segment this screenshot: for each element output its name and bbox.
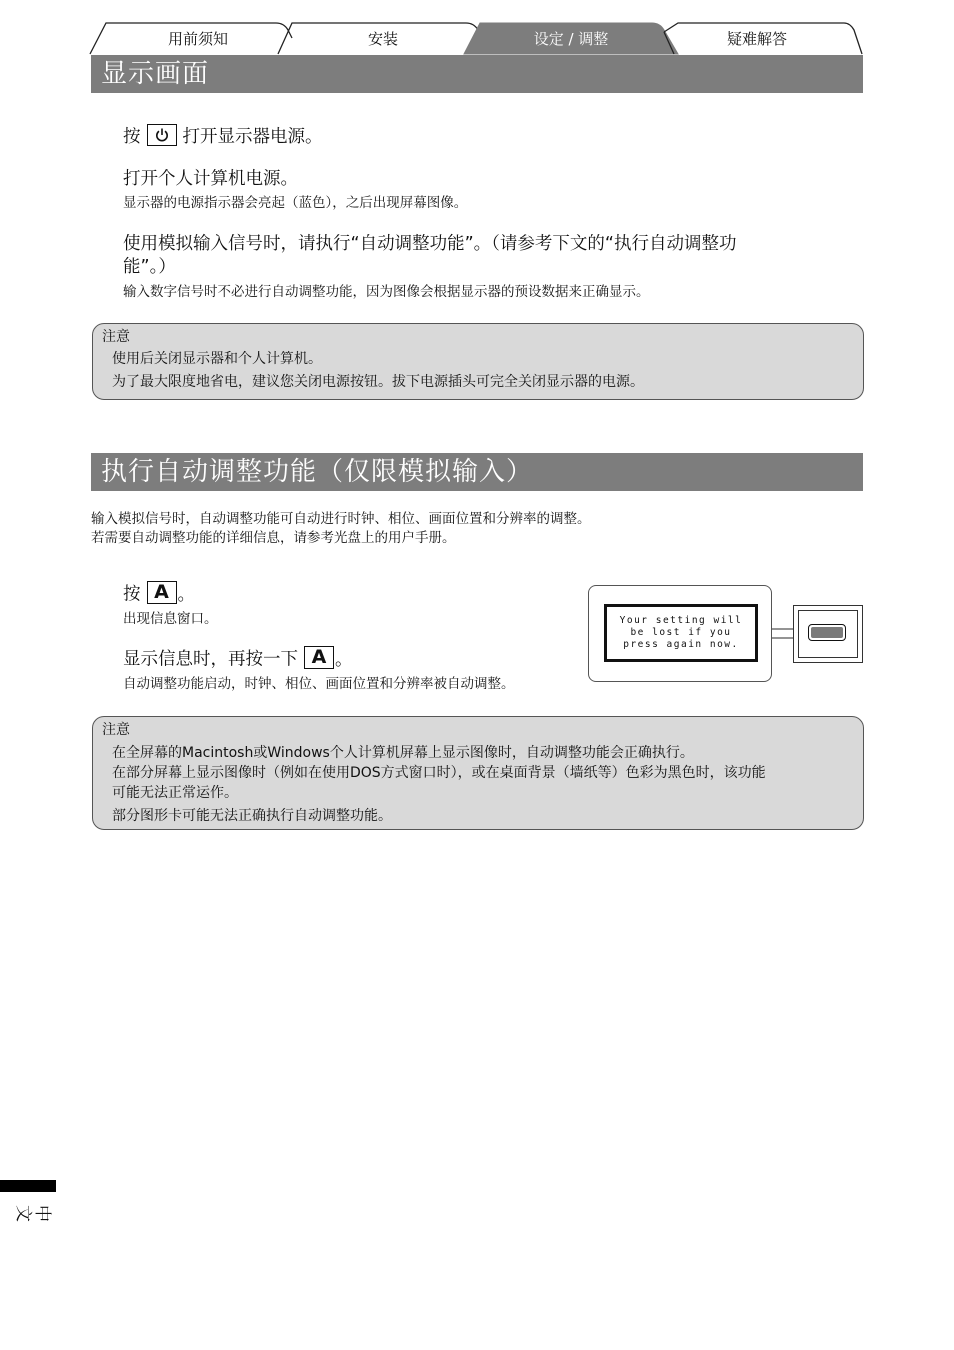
step-auto-adjust-desc: 输入数字信号时不必进行自动调整功能，因为图像会根据显示器的预设数据来正确显示。	[123, 284, 650, 300]
step-text-after: 打开显示器电源。	[182, 127, 323, 147]
step-text-before: 按	[123, 584, 141, 605]
note-title: 注意	[102, 329, 130, 345]
power-button-key	[147, 124, 177, 146]
step-power-on-monitor	[123, 126, 323, 149]
monitor-button-panel	[793, 605, 863, 663]
auto-adjust-key: A	[304, 646, 334, 669]
auto-adjust-key: A	[147, 581, 177, 604]
tab-installation[interactable]: 安装	[367, 30, 398, 48]
note-box-2	[92, 716, 864, 830]
language-tab-bar	[0, 1180, 56, 1192]
note-box-1	[92, 323, 864, 400]
intro-paragraph-line-1: 输入模拟信号时，自动调整功能可自动进行时钟、相位、画面位置和分辨率的调整。	[91, 511, 591, 527]
note-item: 部分图形卡可能无法正确执行自动调整功能。	[112, 808, 392, 824]
osd-message-window: Your setting will be lost if you press again now.	[604, 604, 758, 662]
step-power-on-pc: 打开个人计算机电源。	[123, 169, 298, 189]
auto-button-graphic	[808, 624, 846, 641]
note-item: 为了最大限度地省电，建议您关闭电源按钮。拔下电源插头可完全关闭显示器的电源。	[112, 374, 644, 390]
tab-before-use[interactable]: 用前须知	[167, 30, 228, 48]
note-item: 在部分屏幕上显示图像时（例如在使用DOS方式窗口时），或在桌面背景（墙纸等）色彩为黑色时，该功能	[112, 765, 766, 781]
step-text-after: 。	[335, 649, 353, 670]
intro-paragraph-line-2: 若需要自动调整功能的详细信息，请参考光盘上的用户手册。	[91, 530, 456, 546]
step-power-on-pc-desc: 显示器的电源指示器会亮起（蓝色），之后出现屏幕图像。	[123, 195, 468, 211]
note-item: 使用后关闭显示器和个人计算机。	[112, 351, 322, 367]
note-title: 注意	[102, 722, 130, 738]
step-press-auto-key-desc: 出现信息窗口。	[123, 611, 218, 627]
step-auto-adjust-head-1: 使用模拟输入信号时，请执行“自动调整功能”。（请参考下文的“执行自动调整功	[123, 234, 737, 254]
monitor-screen-graphic	[588, 585, 772, 682]
step-text-before: 显示信息时，再按一下	[123, 649, 298, 670]
section-title-auto-adjust: 执行自动调整功能（仅限模拟输入）	[91, 453, 863, 491]
chapter-tabs	[88, 20, 864, 56]
step-auto-adjust-head-2: 能”。）	[123, 257, 176, 277]
section-title-display-screen: 显示画面	[91, 55, 863, 93]
step-press-auto-key	[123, 583, 195, 607]
step-text-after: 。	[177, 584, 195, 605]
step-press-auto-key-again-desc: 自动调整功能启动，时钟、相位、画面位置和分辨率被自动调整。	[123, 676, 515, 692]
osd-illustration	[588, 585, 864, 685]
tab-troubleshooting[interactable]: 疑难解答	[726, 30, 787, 48]
step-press-auto-key-again	[123, 648, 353, 672]
language-tab-label: 中文	[13, 1205, 52, 1222]
note-item-continuation: 可能无法正常运作。	[112, 785, 238, 801]
power-icon	[154, 127, 170, 143]
note-item: 在全屏幕的Macintosh或Windows个人计算机屏幕上显示图像时，自动调整功能会正确执行。	[112, 745, 694, 761]
tab-settings-adjustment[interactable]: 设定 / 调整	[533, 30, 609, 48]
step-text-before: 按	[123, 127, 141, 147]
